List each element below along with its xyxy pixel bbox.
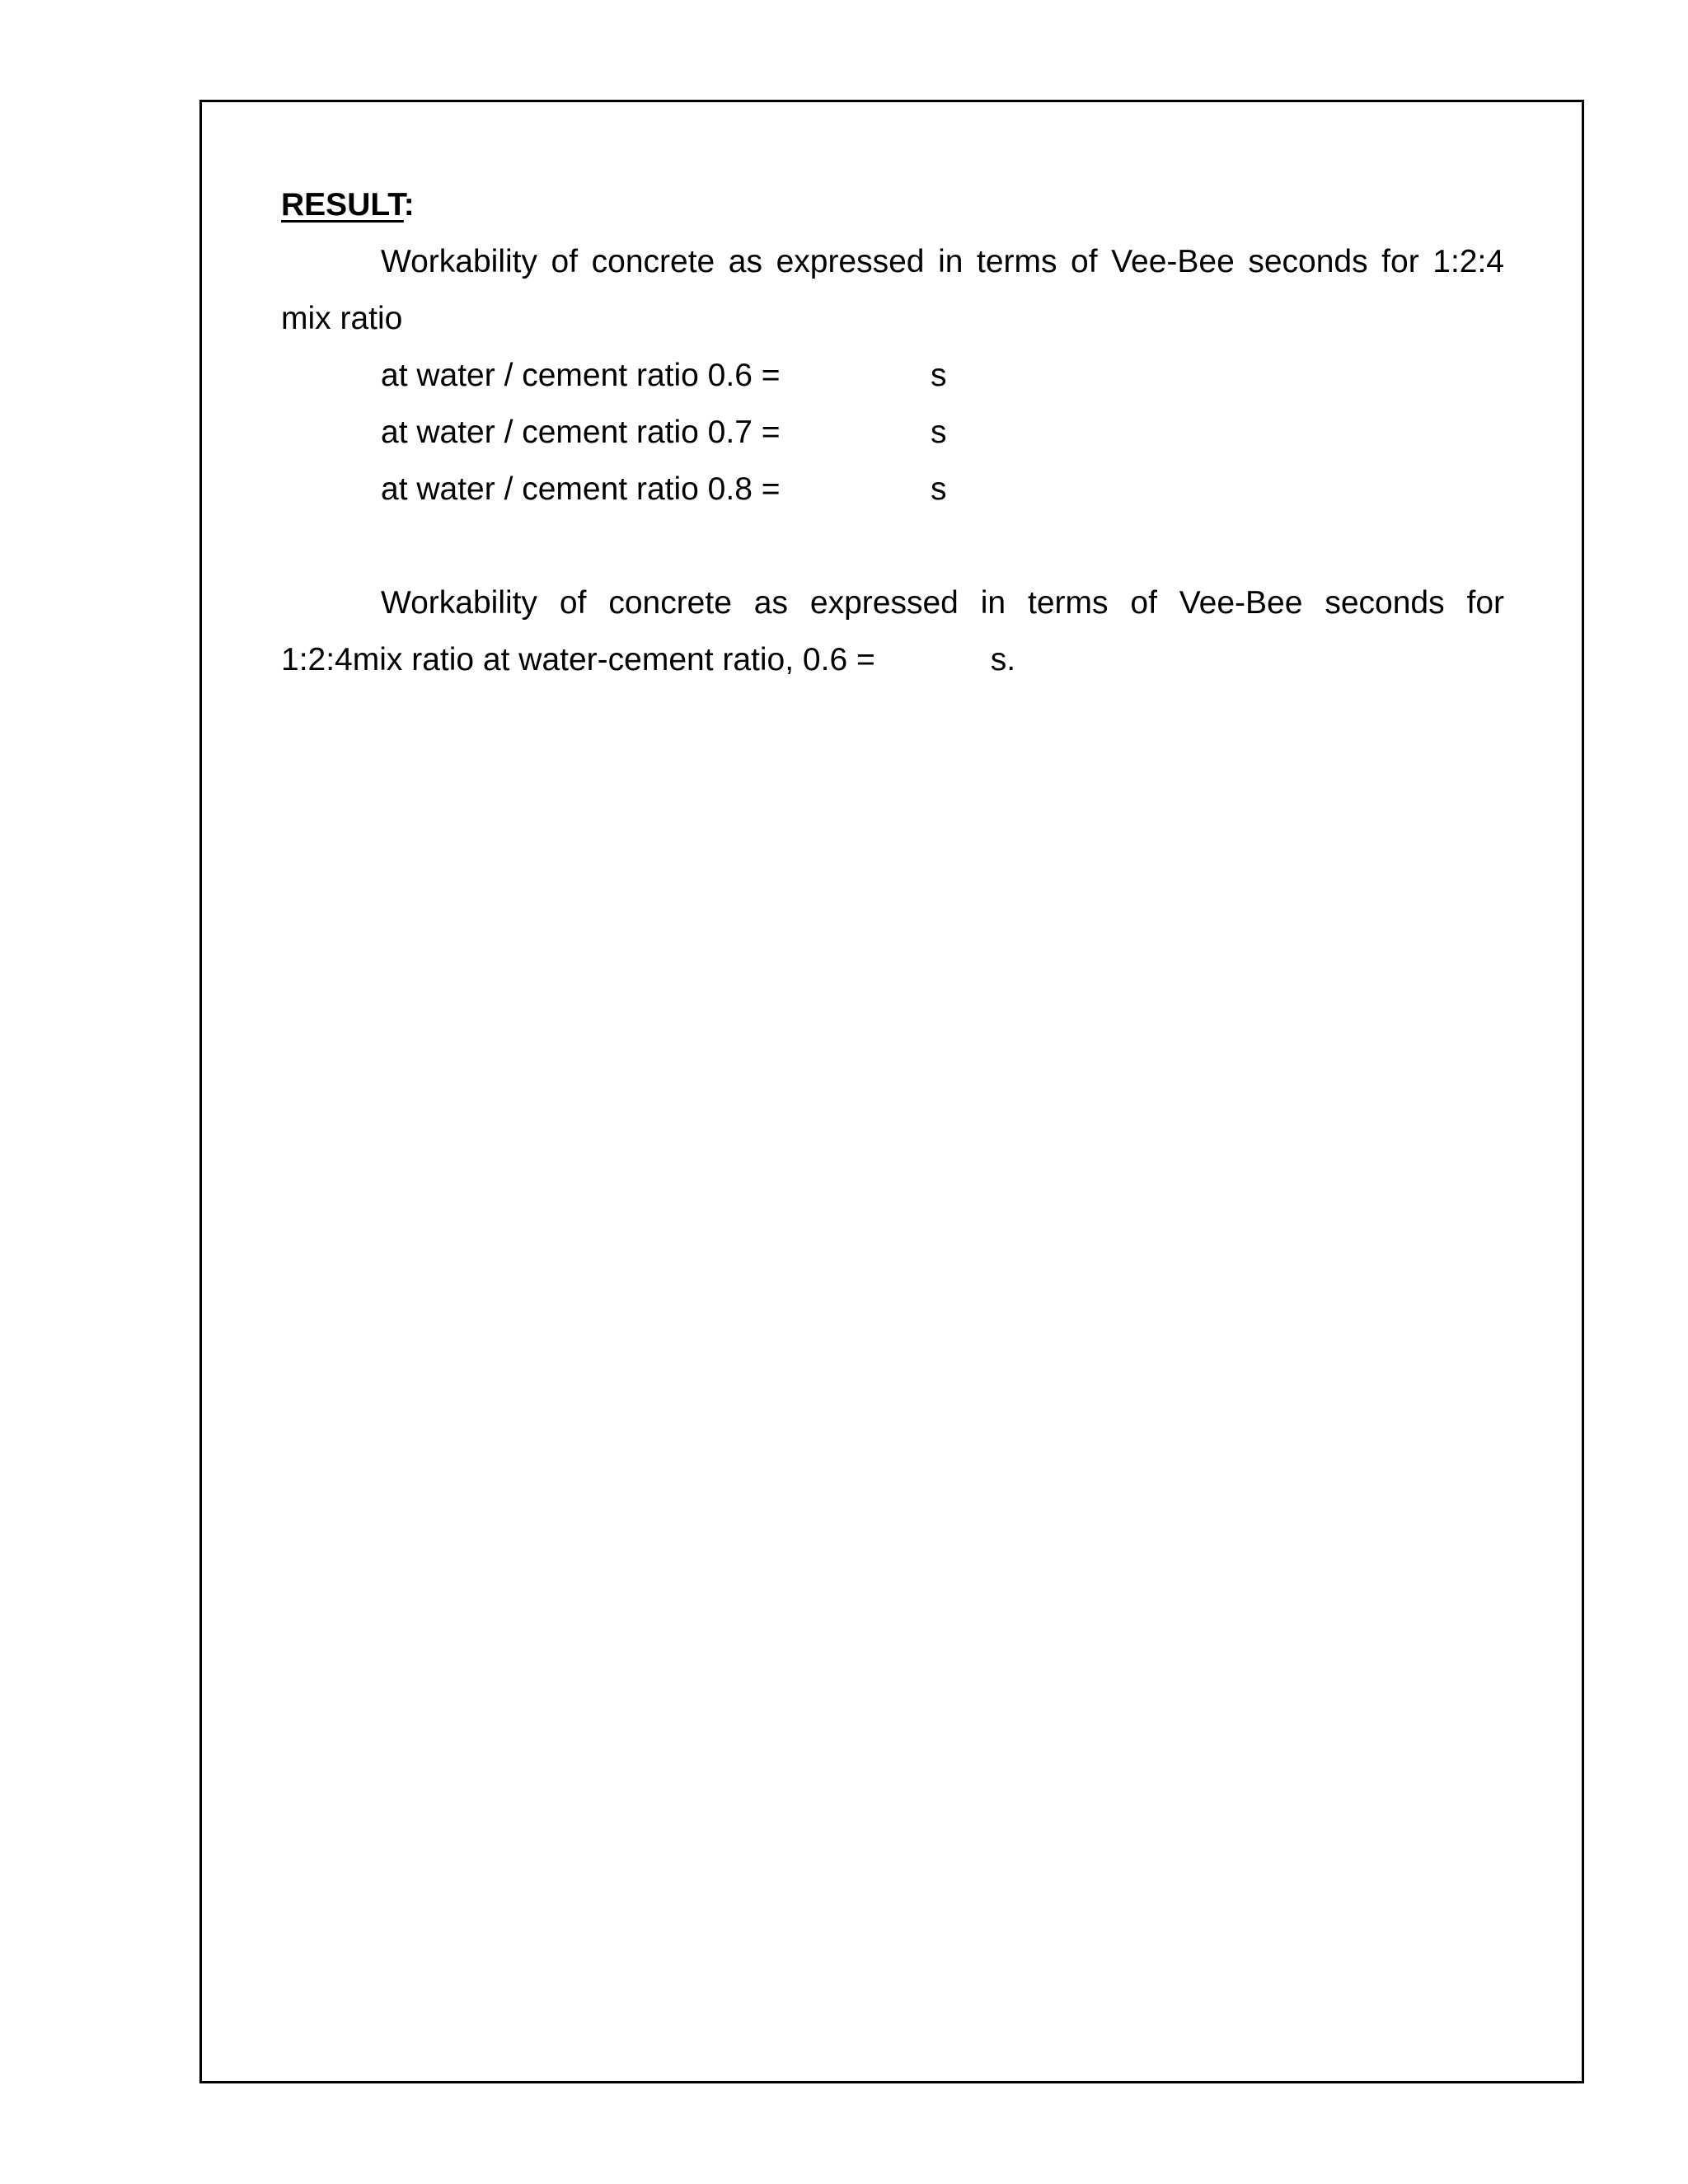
result-section bbox=[281, 176, 1504, 688]
result-heading-word: RESULT bbox=[281, 187, 404, 223]
paragraph-2-line-1: Workability of concrete as expressed in terms of Vee-Bee seconds for bbox=[381, 585, 1504, 621]
result-heading-colon: : bbox=[403, 187, 415, 223]
ratio-line-0-7 bbox=[281, 404, 1504, 461]
ratio-unit: s bbox=[931, 471, 947, 507]
ratio-line-0-8 bbox=[281, 461, 1504, 518]
ratio-line-0-6 bbox=[281, 347, 1504, 404]
paragraph-2-line-2 bbox=[281, 631, 1504, 688]
workability-paragraph-2 bbox=[281, 574, 1504, 688]
result-heading bbox=[281, 176, 1504, 233]
paragraph-2-text: 1:2:4mix ratio at water-cement ratio, 0.6 = bbox=[281, 642, 875, 677]
ratio-label: at water / cement ratio 0.8 = bbox=[381, 471, 781, 507]
paragraph-2-unit: s. bbox=[990, 642, 1016, 677]
ratio-unit: s bbox=[931, 358, 947, 393]
spacer bbox=[281, 518, 1504, 574]
ratio-unit: s bbox=[931, 415, 947, 450]
paragraph-1-line-2: mix ratio bbox=[281, 301, 403, 336]
workability-paragraph-1 bbox=[281, 233, 1504, 347]
ratio-label: at water / cement ratio 0.6 = bbox=[381, 358, 781, 393]
paragraph-1-line-1: Workability of concrete as expressed in terms of Vee-Bee seconds for 1:2:4 bbox=[381, 244, 1504, 279]
ratio-label: at water / cement ratio 0.7 = bbox=[381, 415, 781, 450]
